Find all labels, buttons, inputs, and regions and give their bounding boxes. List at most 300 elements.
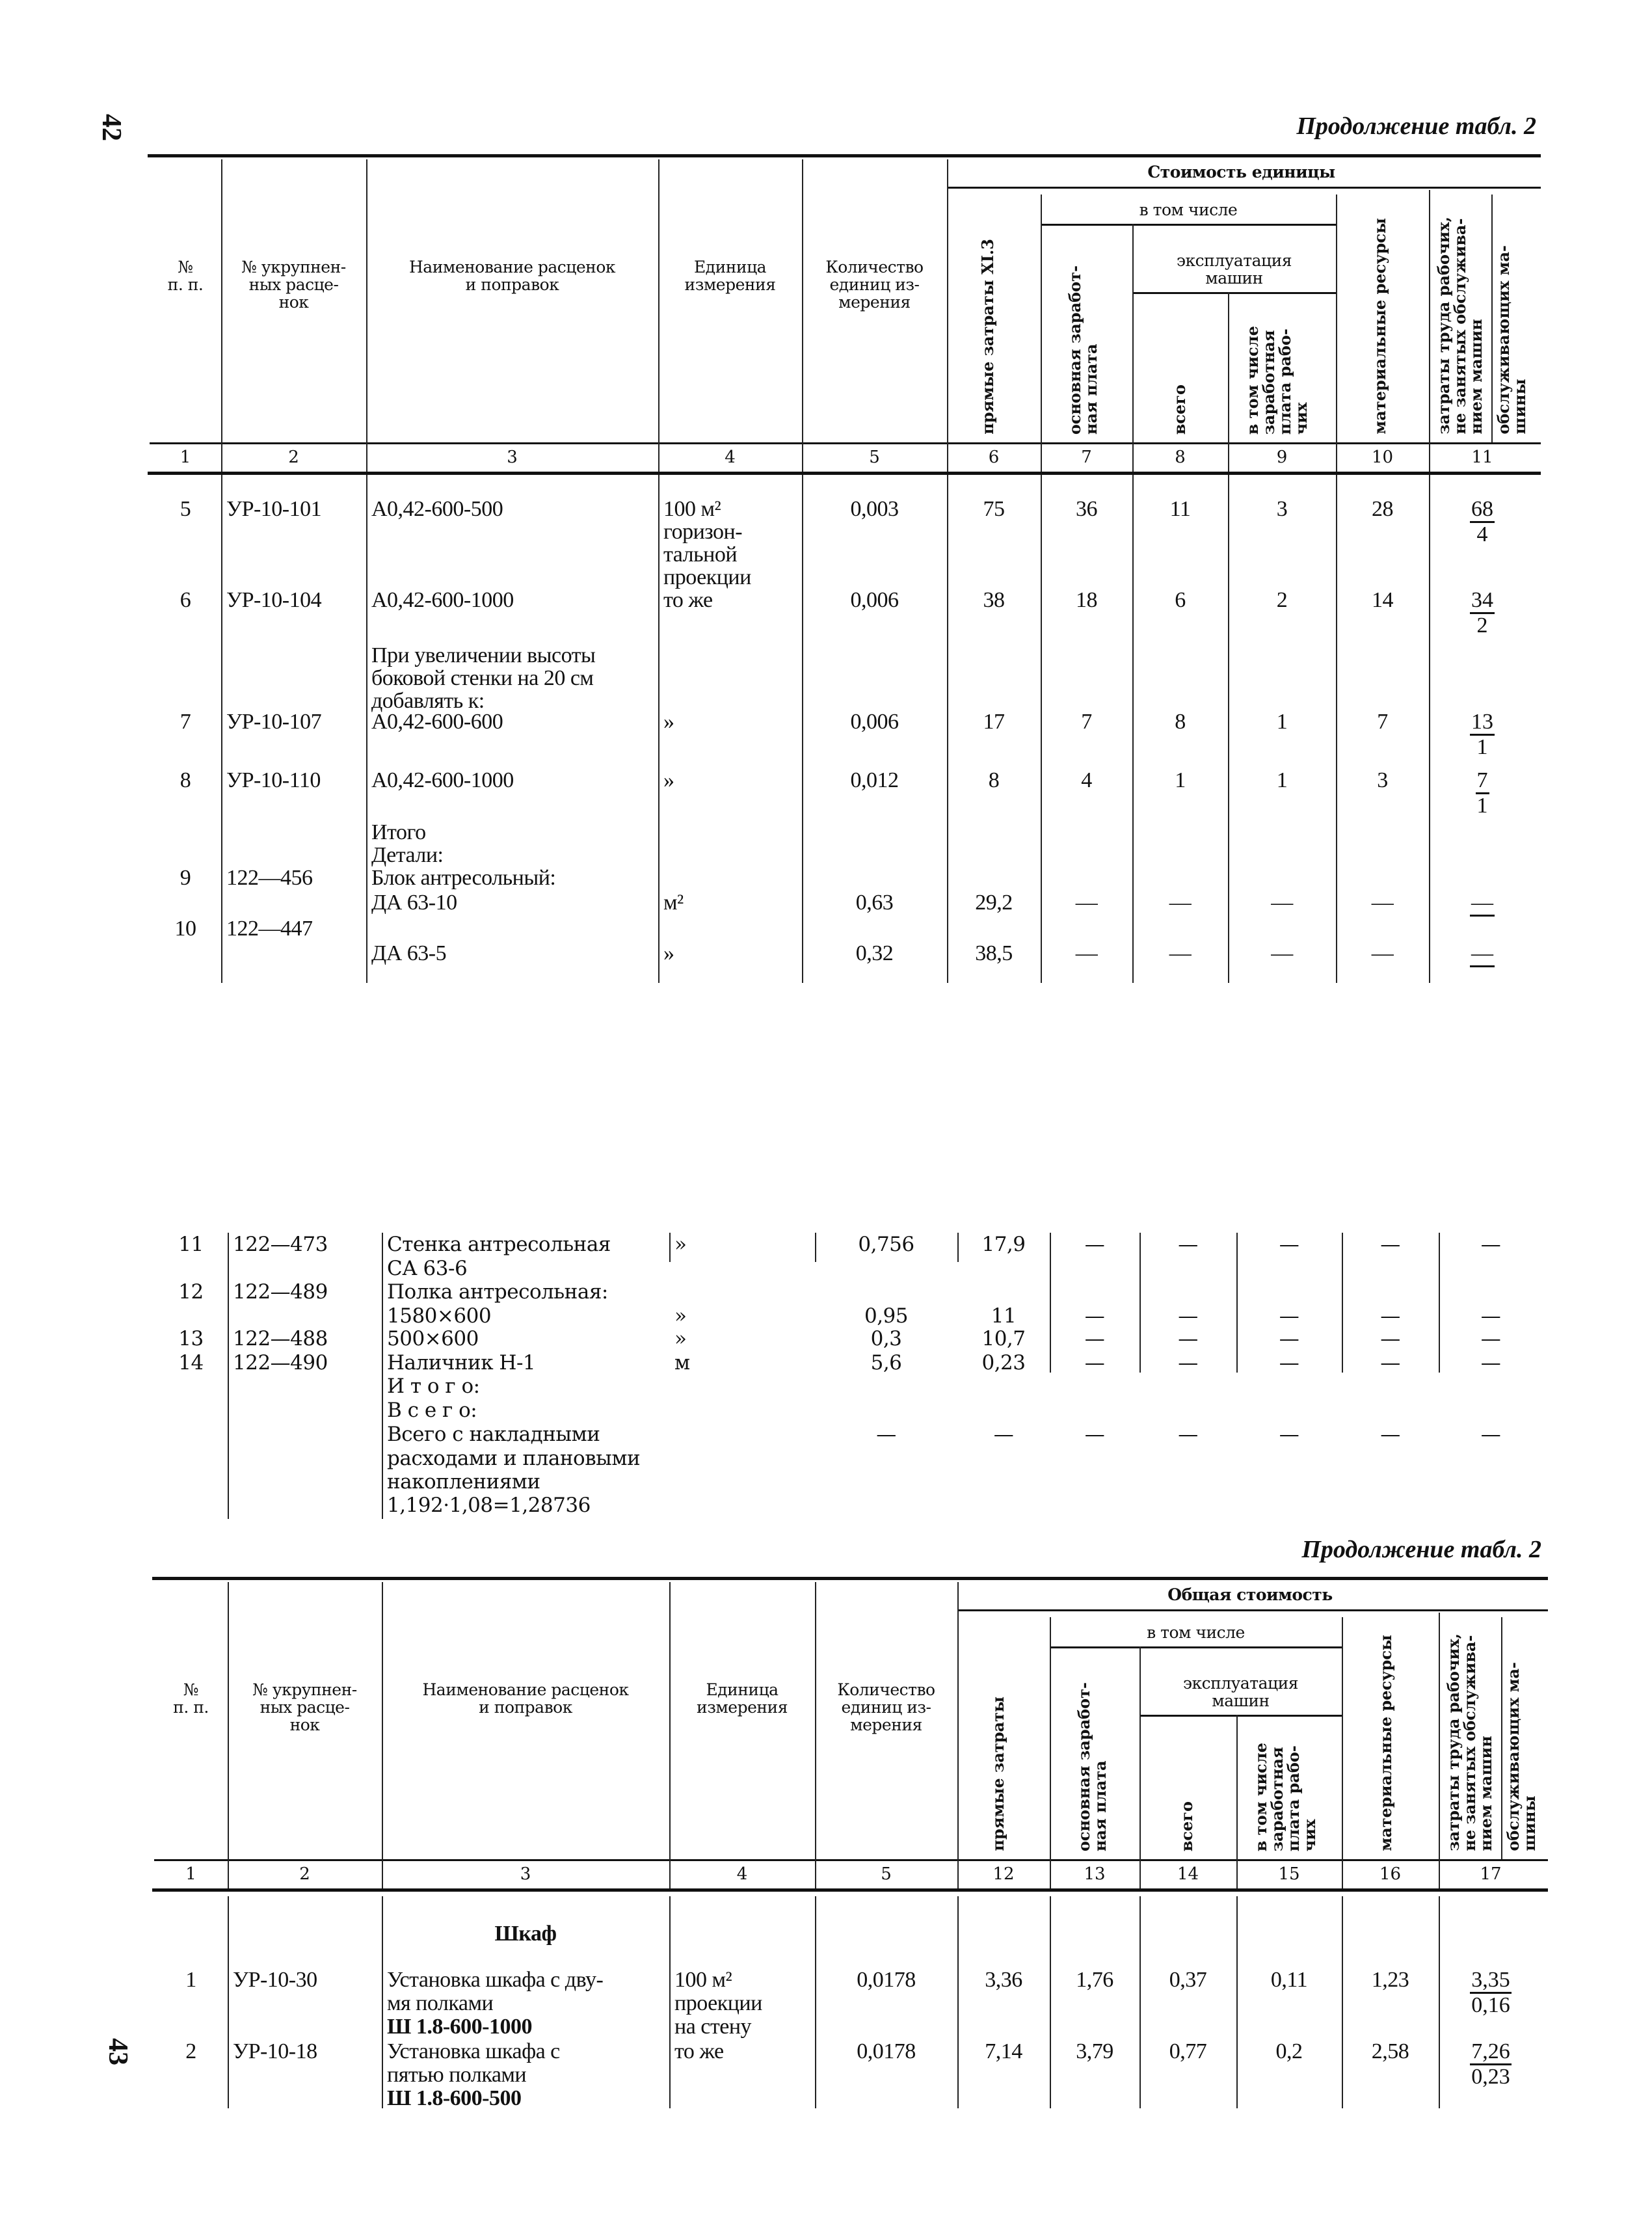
table-cell: пятью полками [387, 2063, 527, 2087]
header-col3: Наименование расценок и поправок [422, 1680, 629, 1717]
table-cell: 0,006 [850, 710, 899, 734]
table-cell: мя полками [387, 1991, 494, 2015]
column-number: 1 [180, 448, 191, 467]
column-divider [1050, 1896, 1051, 2108]
table-cell: — [1178, 1327, 1198, 1350]
table-cell: СА 63-6 [387, 1257, 468, 1280]
table-cell: 5,6 [870, 1351, 902, 1375]
column-divider [669, 1896, 671, 2108]
table-cell: — [1271, 891, 1293, 915]
fraction-numerator: 34 [1470, 589, 1495, 614]
table-cell: Ш 1.8-600-500 [387, 2086, 522, 2110]
table-cell: 38,5 [975, 941, 1013, 965]
table-cell: 500×600 [387, 1327, 479, 1350]
continuation-caption-top: Продолжение табл. 2 [1296, 113, 1536, 140]
table-cell: боковой стенки на 20 см [371, 666, 594, 690]
table-cell: ДА 63-5 [371, 941, 447, 965]
column-number: 11 [1471, 448, 1493, 467]
table-cell: 0,32 [855, 941, 894, 965]
header-subgroup-title: в том числе [1147, 1623, 1245, 1642]
table-cell: проекции [674, 1991, 762, 2015]
column-number: 8 [1175, 448, 1186, 467]
header-col11b: обслуживающих ма- шины [1494, 245, 1529, 435]
table-cell: УР-10-107 [226, 710, 322, 734]
header-col11a: затраты труда рабочих, не занятых обслужива- нием машин [1444, 1633, 1495, 1851]
column-divider [1342, 1233, 1343, 1373]
table-cell: 7 [1081, 710, 1092, 734]
table-cell: 8 [180, 768, 191, 792]
table-cell: горизон- [663, 520, 743, 544]
table-cell: 6 [1175, 588, 1186, 612]
rule-line [1050, 1646, 1342, 1648]
fraction-numerator: 68 [1470, 498, 1495, 523]
table-cell: — [1380, 1304, 1400, 1328]
table-cell: 11 [178, 1233, 204, 1256]
fraction-denominator: 1 [1476, 794, 1488, 818]
column-divider [669, 1233, 671, 1262]
fraction-cell [1429, 821, 1536, 844]
header-col10: материальные ресурсы [1376, 1635, 1395, 1851]
continuation-caption-middle: Продолжение табл. 2 [1301, 1536, 1541, 1563]
fraction-cell [1429, 891, 1536, 917]
rule-line [154, 1859, 1548, 1861]
fraction-denominator: 4 [1476, 522, 1488, 546]
table-cell: 2 [185, 2039, 196, 2063]
table-cell: — [1480, 1327, 1501, 1350]
table-cell: 7,14 [985, 2039, 1022, 2063]
table-cell: 1 [185, 1968, 196, 1992]
header-group-title: Стоимость единицы [1147, 163, 1335, 181]
fraction-numerator: 7 [1476, 769, 1489, 794]
header-col5: Количество единиц из- мерения [825, 258, 924, 312]
column-divider [957, 1896, 959, 2108]
column-divider [947, 475, 948, 983]
fraction-cell [1429, 644, 1536, 667]
table-cell: УР-10-104 [226, 588, 322, 612]
table-cell: 122—473 [233, 1233, 328, 1256]
table-cell: 10,7 [981, 1327, 1026, 1350]
column-number: 3 [507, 448, 518, 467]
table-cell: проекции [663, 565, 751, 589]
table-cell: 100 м² [663, 497, 721, 521]
header-col6: прямые затраты [989, 1697, 1007, 1851]
table-cell: Стенка антресольная [387, 1233, 611, 1256]
column-divider [1236, 1233, 1238, 1373]
table-cell: 3,79 [1076, 2039, 1113, 2063]
page-number-bottom: 43 [103, 2038, 133, 2065]
rule-line [1041, 224, 1336, 226]
table-cell: — [1480, 1304, 1501, 1328]
column-divider [1228, 475, 1229, 983]
column-divider [658, 475, 659, 983]
table-cell: УР-10-101 [226, 497, 322, 521]
column-divider [366, 159, 367, 472]
column-divider [1041, 475, 1042, 983]
table-cell: 0,63 [855, 891, 894, 915]
fraction-cell [1429, 710, 1536, 759]
table-cell: 6 [180, 588, 191, 612]
column-divider [228, 1582, 229, 1888]
header-col5: Количество единиц из- мерения [837, 1680, 935, 1734]
table-cell: — [1279, 1233, 1299, 1256]
table-cell: — [1084, 1233, 1105, 1256]
table-cell: 1,192·1,08=1,28736 [387, 1494, 591, 1517]
table-cell: 0,006 [850, 588, 899, 612]
table-cell: добавлять к: [371, 689, 485, 713]
table-cell: 0,3 [870, 1327, 902, 1350]
fraction-denominator: 0,23 [1471, 2065, 1510, 2089]
table-cell: — [1380, 1327, 1400, 1350]
table-cell: При увеличении высоты [371, 643, 596, 667]
table-cell: Наличник Н-1 [387, 1351, 536, 1375]
table-cell: — [1279, 1304, 1299, 1328]
table-cell: » [674, 1304, 687, 1328]
column-divider [1429, 475, 1430, 983]
table-cell: УР-10-18 [233, 2039, 317, 2063]
header-col8: всего [1177, 1801, 1196, 1851]
table-cell: 0,756 [858, 1233, 914, 1256]
column-divider [228, 1233, 229, 1519]
column-number: 12 [993, 1864, 1015, 1884]
column-number: 5 [881, 1864, 892, 1884]
table-cell: 0,11 [1270, 1968, 1308, 1992]
column-number: 2 [288, 448, 299, 467]
column-number: 5 [869, 448, 880, 467]
column-number: 2 [299, 1864, 310, 1884]
header-col2: № укрупнен- ных расце- нок [241, 258, 346, 312]
table-cell: — [876, 1423, 896, 1446]
table-cell: на стену [674, 2015, 752, 2039]
table-cell: — [1279, 1327, 1299, 1350]
fraction-cell [1429, 866, 1536, 890]
header-machines-title: эксплуатация машин [1176, 251, 1292, 288]
table-cell: 1 [1276, 710, 1288, 734]
column-divider [221, 159, 222, 472]
column-divider [669, 1582, 671, 1888]
header-col7: основная заработ- ная плата [1074, 1682, 1110, 1851]
column-divider [1050, 1617, 1051, 1888]
table-cell: Блок антресольный: [371, 866, 556, 890]
header-col6: прямые затраты XI.3 [978, 239, 997, 435]
column-divider [1429, 190, 1430, 472]
column-divider [221, 475, 222, 983]
rule-line [1132, 292, 1336, 294]
table-cell: Установка шкафа с дву- [387, 1968, 604, 1992]
column-divider [1050, 1233, 1051, 1373]
table-cell: 3,36 [985, 1968, 1022, 1992]
table-cell: 0,012 [850, 768, 899, 792]
column-number: 13 [1084, 1864, 1106, 1884]
table-cell: — [1084, 1423, 1105, 1446]
header-col10: материальные ресурсы [1370, 218, 1389, 435]
column-number: 9 [1276, 448, 1288, 467]
table-cell: Всего с накладными [387, 1423, 600, 1446]
column-divider [815, 1896, 816, 2108]
column-number: 14 [1177, 1864, 1199, 1884]
table-cell: Полка антресольная: [387, 1280, 608, 1304]
table-cell: то же [674, 2039, 724, 2063]
table-cell: — [1371, 941, 1394, 965]
table-cell: 122—488 [233, 1327, 328, 1350]
fraction-cell [1429, 543, 1536, 567]
table-cell: 8 [988, 768, 1000, 792]
table-cell: 1,76 [1076, 1968, 1113, 1992]
fraction-cell [1429, 520, 1536, 544]
header-col3: Наименование расценок и поправок [409, 258, 615, 294]
header-machines-title: эксплуатация машин [1182, 1674, 1299, 1710]
column-divider [815, 1582, 816, 1888]
table-cell: 29,2 [975, 891, 1013, 915]
table-cell: — [1084, 1304, 1105, 1328]
table-cell: 1,23 [1371, 1968, 1409, 1992]
column-divider [957, 1582, 959, 1888]
table-cell: 13 [178, 1327, 204, 1350]
fraction-cell [1439, 2063, 1543, 2087]
fraction-cell [1429, 566, 1536, 589]
table-cell: Установка шкафа с [387, 2039, 560, 2063]
table-cell: расходами и плановыми [387, 1447, 641, 1470]
table-cell: — [1380, 1351, 1400, 1375]
column-divider [382, 1896, 383, 2108]
table-cell: — [1178, 1304, 1198, 1328]
column-number: 15 [1278, 1864, 1300, 1884]
table-cell: 7 [180, 710, 191, 734]
table-cell: — [1075, 891, 1098, 915]
section-title: Шкаф [494, 1922, 557, 1946]
column-divider [658, 159, 659, 472]
fraction-numerator: 3,35 [1470, 1968, 1512, 1994]
fraction-cell [1439, 1992, 1543, 2015]
column-number: 4 [725, 448, 736, 467]
column-divider [1228, 292, 1229, 472]
table-cell: 0,37 [1169, 1968, 1207, 1992]
header-col1: № п. п. [167, 258, 204, 294]
table-cell: — [1279, 1351, 1299, 1375]
table-cell: 9 [180, 866, 191, 890]
table-cell: — [1371, 891, 1394, 915]
table-cell: м [674, 1351, 690, 1375]
rule-line [1139, 1715, 1342, 1717]
table-cell: 38 [983, 588, 1005, 612]
fraction-cell [1429, 917, 1536, 941]
column-divider [802, 159, 803, 472]
page-number-top: 42 [96, 114, 126, 141]
column-number: 10 [1371, 448, 1394, 467]
rule-line [150, 442, 1541, 444]
table-cell: УР-10-30 [233, 1968, 317, 1992]
table-cell: » [663, 941, 674, 965]
table-cell: Итого [371, 820, 426, 844]
fraction-numerator: 13 [1470, 710, 1495, 736]
column-divider [366, 475, 367, 983]
table-cell: 0,003 [850, 497, 899, 521]
table-cell: — [1178, 1423, 1198, 1446]
table-cell: м² [663, 891, 684, 915]
rule-line [148, 154, 1541, 157]
column-divider [1439, 1233, 1440, 1373]
column-divider [957, 1233, 959, 1262]
column-divider [815, 1233, 816, 1262]
fraction-denominator: 0,16 [1471, 1993, 1510, 2017]
table-cell: И т о г о: [387, 1375, 480, 1398]
table-cell: 7 [1377, 710, 1388, 734]
header-col1: № п. п. [173, 1680, 209, 1717]
table-cell: 100 м² [674, 1968, 732, 1992]
column-divider [802, 475, 803, 983]
table-cell: — [1084, 1327, 1105, 1350]
column-divider [1336, 195, 1337, 472]
header-col7: основная заработ- ная плата [1065, 265, 1100, 435]
table-cell: 2 [1276, 588, 1288, 612]
table-cell: 3 [1276, 497, 1288, 521]
header-group-title: Общая стоимость [1167, 1585, 1333, 1604]
fraction-numerator: — [1470, 891, 1495, 917]
table-cell: 10 [174, 917, 196, 941]
header-col11b: обслуживающих ма- шины [1504, 1662, 1539, 1851]
table-cell: » [674, 1233, 687, 1256]
table-cell: 12 [178, 1280, 204, 1304]
table-cell: 0,77 [1169, 2039, 1207, 2063]
table-cell: 14 [178, 1351, 204, 1375]
table-cell: » [663, 768, 674, 792]
table-cell: — [1169, 891, 1192, 915]
column-divider [947, 159, 948, 472]
header-col11a: затраты труда рабочих, не занятых обслужива- нием машин [1434, 217, 1485, 435]
table-cell: — [1075, 941, 1098, 965]
table-cell: » [663, 710, 674, 734]
fraction-cell [1429, 769, 1536, 818]
fraction-denominator: 1 [1476, 735, 1488, 759]
column-divider [1336, 475, 1337, 983]
column-divider [1041, 195, 1042, 472]
table-cell: 11 [1169, 497, 1191, 521]
fraction-cell [1429, 589, 1536, 638]
rule-line [957, 1609, 1548, 1611]
table-cell: Детали: [371, 843, 444, 867]
header-subgroup-title: в том числе [1139, 200, 1238, 219]
table-cell: 14 [1372, 588, 1393, 612]
table-cell: 17,9 [981, 1233, 1026, 1256]
table-cell: — [1480, 1233, 1501, 1256]
table-cell: 0,95 [864, 1304, 909, 1328]
table-cell: 2,58 [1371, 2039, 1409, 2063]
table-cell: 4 [1081, 768, 1092, 792]
table-cell: 122—447 [226, 917, 313, 941]
table-cell: 0,0178 [857, 1968, 916, 1992]
table-cell: — [1279, 1423, 1299, 1446]
column-number: 6 [988, 448, 1000, 467]
column-divider [1439, 1896, 1440, 2108]
table-cell: 75 [983, 497, 1005, 521]
table-cell: А0,42-600-1000 [371, 588, 514, 612]
header-col4: Единица измерения [684, 258, 776, 294]
fraction-denominator: 2 [1476, 613, 1488, 638]
table-cell: 28 [1372, 497, 1393, 521]
rule-line [947, 187, 1541, 189]
fraction-cell [1429, 844, 1536, 867]
table-cell: 18 [1076, 588, 1097, 612]
table-cell: — [1380, 1423, 1400, 1446]
table-cell: 0,2 [1275, 2039, 1303, 2063]
table-cell: — [1271, 941, 1293, 965]
table-cell: ДА 63-10 [371, 891, 457, 915]
table-cell: 11 [991, 1304, 1017, 1328]
table-cell: — [1084, 1351, 1105, 1375]
table-cell: 3 [1377, 768, 1388, 792]
column-number: 3 [520, 1864, 531, 1884]
header-col9: в том числе заработная плата рабо- чих [1243, 325, 1311, 435]
column-number: 4 [736, 1864, 748, 1884]
table-cell: — [1380, 1233, 1400, 1256]
table-cell: Ш 1.8-600-1000 [387, 2015, 532, 2039]
column-divider [1139, 1233, 1141, 1373]
header-col2: № укрупнен- ных расце- нок [252, 1680, 357, 1734]
table-cell: 0,0178 [857, 2039, 916, 2063]
rule-line [152, 1888, 1548, 1892]
table-cell: 36 [1076, 497, 1097, 521]
table-cell: 8 [1175, 710, 1186, 734]
fraction-cell [1439, 2087, 1543, 2110]
column-number: 17 [1480, 1864, 1502, 1884]
table-cell: А0,42-600-1000 [371, 768, 514, 792]
rule-line [152, 1577, 1548, 1580]
fraction-numerator: — [1470, 942, 1495, 967]
table-cell: 17 [983, 710, 1005, 734]
table-cell: тальной [663, 543, 738, 567]
column-divider [1342, 1617, 1343, 1888]
table-cell: 1580×600 [387, 1304, 492, 1328]
table-cell: УР-10-110 [226, 768, 321, 792]
header-col9: в том числе заработная плата рабо- чих [1251, 1742, 1319, 1851]
table-cell: 1 [1175, 768, 1186, 792]
table-cell: — [1169, 941, 1192, 965]
table-cell: А0,42-600-600 [371, 710, 503, 734]
table-cell: — [1480, 1351, 1501, 1375]
table-cell: — [1480, 1423, 1501, 1446]
fraction-numerator: 7,26 [1470, 2040, 1512, 2065]
fraction-cell [1439, 2015, 1543, 2039]
header-col8: всего [1170, 384, 1189, 435]
column-divider [228, 1896, 229, 2108]
column-divider [1236, 1715, 1238, 1888]
table-cell: 0,23 [981, 1351, 1026, 1375]
column-divider [1132, 475, 1134, 983]
table-cell: А0,42-600-500 [371, 497, 503, 521]
table-cell: то же [663, 588, 713, 612]
column-divider [1501, 1617, 1502, 1859]
table-cell: — [1178, 1233, 1198, 1256]
column-number: 1 [185, 1864, 196, 1884]
table-cell: — [993, 1423, 1014, 1446]
column-divider [1236, 1896, 1238, 2108]
column-divider [382, 1582, 383, 1888]
column-divider [1491, 195, 1493, 442]
column-divider [1439, 1613, 1440, 1888]
table-cell: В с е г о: [387, 1399, 477, 1422]
rule-line [148, 472, 1541, 475]
column-divider [382, 1233, 383, 1519]
column-divider [1139, 1896, 1141, 2108]
column-divider [1342, 1896, 1343, 2108]
table-cell: 122—489 [233, 1280, 328, 1304]
table-cell: 5 [180, 497, 191, 521]
header-col4: Единица измерения [697, 1680, 788, 1717]
table-cell: » [674, 1327, 687, 1350]
table-cell: 122—490 [233, 1351, 328, 1375]
table-cell: накоплениями [387, 1470, 540, 1494]
column-number: 16 [1379, 1864, 1402, 1884]
table-cell: 122—456 [226, 866, 313, 890]
